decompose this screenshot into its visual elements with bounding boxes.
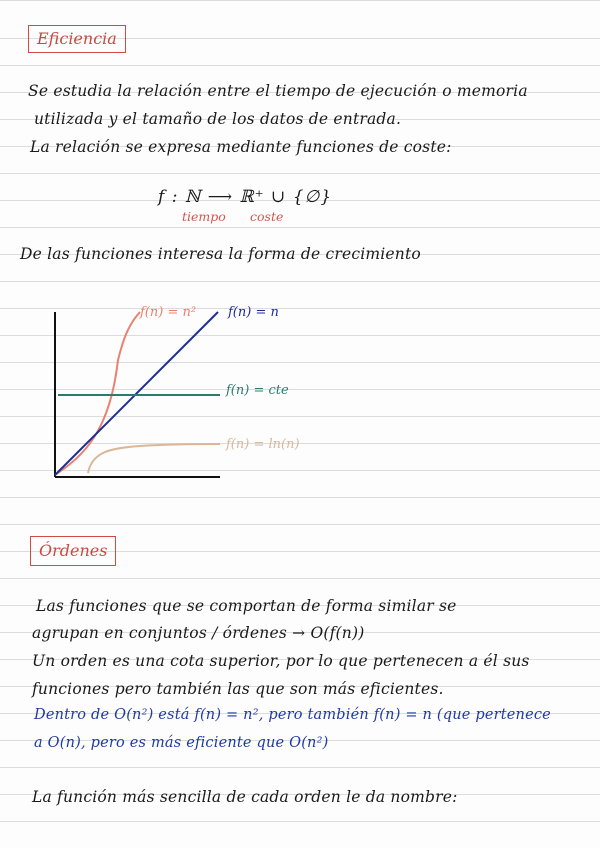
orders-line-1: Las funciones que se comportan de forma similar se <box>36 597 457 615</box>
orders-example-line-1: Dentro de O(n²) está f(n) = n², pero también f(n) = n (que pertenece <box>34 707 551 723</box>
orders-heading: Órdenes <box>30 536 116 566</box>
orders-line-2: agrupan en conjuntos / órdenes → O(f(n)) <box>32 624 365 642</box>
efficiency-heading: Eficiencia <box>28 25 126 53</box>
logarithmic-label: f(n) = ln(n) <box>226 437 300 452</box>
orders-example-line-2: a O(n), pero es más eficiente que O(n²) <box>34 735 329 751</box>
orders-line-4: funciones pero también las que son más eficientes. <box>32 680 444 698</box>
linear-line <box>55 312 218 475</box>
intro-line-3: La relación se expresa mediante funciones de coste: <box>30 138 452 156</box>
intro-line-1: Se estudia la relación entre el tiempo de ejecución o memoria <box>28 82 528 100</box>
growth-sentence: De las funciones interesa la forma de crecimiento <box>20 245 421 263</box>
quadratic-label: f(n) = n² <box>140 305 197 320</box>
logarithmic-curve <box>88 444 220 473</box>
constant-label: f(n) = cte <box>226 383 289 398</box>
codomain-note: coste <box>250 209 284 224</box>
cost-function-formula: f : ℕ ⟶ ℝ⁺ ∪ {∅} <box>158 187 333 207</box>
orders-line-3: Un orden es una cota superior, por lo que pertenecen a él sus <box>32 652 530 670</box>
linear-label: f(n) = n <box>228 305 279 320</box>
domain-note: tiempo <box>182 209 226 224</box>
quadratic-curve <box>55 312 140 475</box>
closing-sentence: La función más sencilla de cada orden le da nombre: <box>32 788 458 806</box>
intro-line-2: utilizada y el tamaño de los datos de entrada. <box>34 110 402 128</box>
